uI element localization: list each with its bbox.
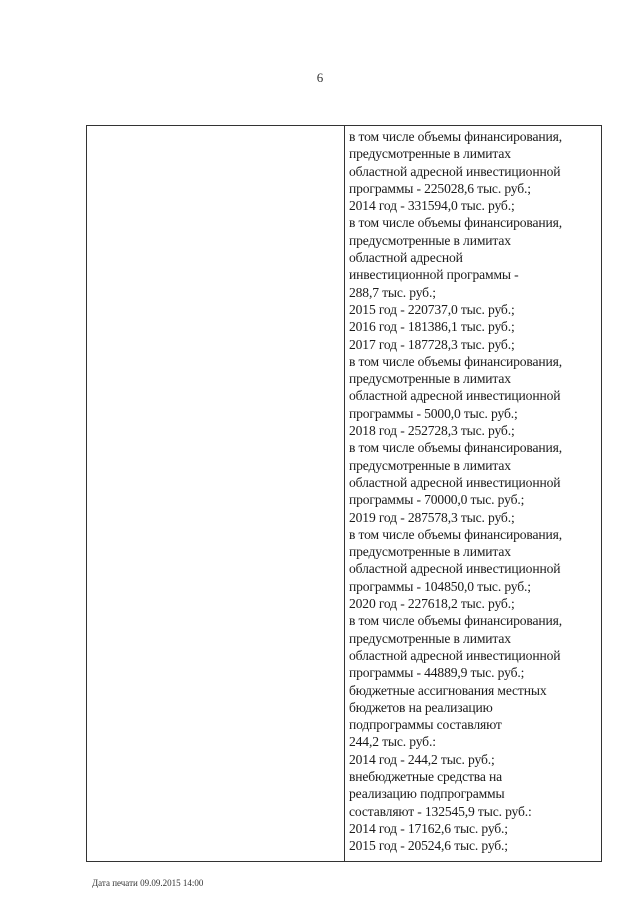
text-line: 2015 год - 20524,6 тыс. руб.; bbox=[349, 838, 508, 854]
text-line: областной адресной инвестиционной bbox=[349, 474, 561, 490]
document-table bbox=[86, 125, 602, 862]
text-line: внебюджетные средства на bbox=[349, 768, 503, 784]
text-line: программы - 70000,0 тыс. руб.; bbox=[349, 492, 525, 508]
text-line: подпрограммы составляют bbox=[349, 717, 502, 733]
text-line: 2014 год - 331594,0 тыс. руб.; bbox=[349, 198, 515, 214]
text-line: в том числе объемы финансирования, bbox=[349, 526, 562, 542]
text-line: областной адресной bbox=[349, 250, 463, 266]
text-line: предусмотренные в лимитах bbox=[349, 146, 511, 162]
text-line: программы - 104850,0 тыс. руб.; bbox=[349, 578, 531, 594]
page-number: 6 bbox=[316, 70, 324, 85]
text-line: реализацию подпрограммы bbox=[349, 786, 505, 802]
text-line: предусмотренные в лимитах bbox=[349, 232, 511, 248]
text-line: 2019 год - 287578,3 тыс. руб.; bbox=[349, 509, 515, 525]
text-line: областной адресной инвестиционной bbox=[349, 561, 561, 577]
text-line: в том числе объемы финансирования, bbox=[349, 353, 562, 369]
text-line: 2014 год - 244,2 тыс. руб.; bbox=[349, 751, 495, 767]
text-line: 2015 год - 220737,0 тыс. руб.; bbox=[349, 301, 515, 317]
table-right-column bbox=[345, 126, 601, 861]
text-line: бюджетов на реализацию bbox=[349, 699, 493, 715]
text-line: бюджетные ассигнования местных bbox=[349, 682, 547, 698]
text-line: составляют - 132545,9 тыс. руб.: bbox=[349, 803, 532, 819]
text-line: 2014 год - 17162,6 тыс. руб.; bbox=[349, 820, 508, 836]
text-line: программы - 225028,6 тыс. руб.; bbox=[349, 180, 531, 196]
text-line: 2018 год - 252728,3 тыс. руб.; bbox=[349, 423, 515, 439]
text-line: инвестиционной программы - bbox=[349, 267, 519, 283]
text-line: предусмотренные в лимитах bbox=[349, 457, 511, 473]
print-date-footer: Дата печати 09.09.2015 14:00 bbox=[92, 878, 204, 888]
text-line: 2016 год - 181386,1 тыс. руб.; bbox=[349, 319, 515, 335]
text-line: областной адресной инвестиционной bbox=[349, 388, 561, 404]
text-line: программы - 44889,9 тыс. руб.; bbox=[349, 665, 525, 681]
table-left-column bbox=[87, 126, 345, 861]
text-line: предусмотренные в лимитах bbox=[349, 544, 511, 560]
text-line: предусмотренные в лимитах bbox=[349, 630, 511, 646]
text-line: 2020 год - 227618,2 тыс. руб.; bbox=[349, 596, 515, 612]
text-line: областной адресной инвестиционной bbox=[349, 647, 561, 663]
text-line: в том числе объемы финансирования, bbox=[349, 215, 562, 231]
text-line: в том числе объемы финансирования, bbox=[349, 129, 562, 144]
text-line: предусмотренные в лимитах bbox=[349, 371, 511, 387]
text-line: программы - 5000,0 тыс. руб.; bbox=[349, 405, 518, 421]
text-line: в том числе объемы финансирования, bbox=[349, 613, 562, 629]
text-line: 244,2 тыс. руб.: bbox=[349, 734, 436, 750]
text-line: 2017 год - 187728,3 тыс. руб.; bbox=[349, 336, 515, 352]
text-line: 288,7 тыс. руб.; bbox=[349, 284, 436, 300]
text-line: в том числе объемы финансирования, bbox=[349, 440, 562, 456]
text-line: областной адресной инвестиционной bbox=[349, 163, 561, 179]
